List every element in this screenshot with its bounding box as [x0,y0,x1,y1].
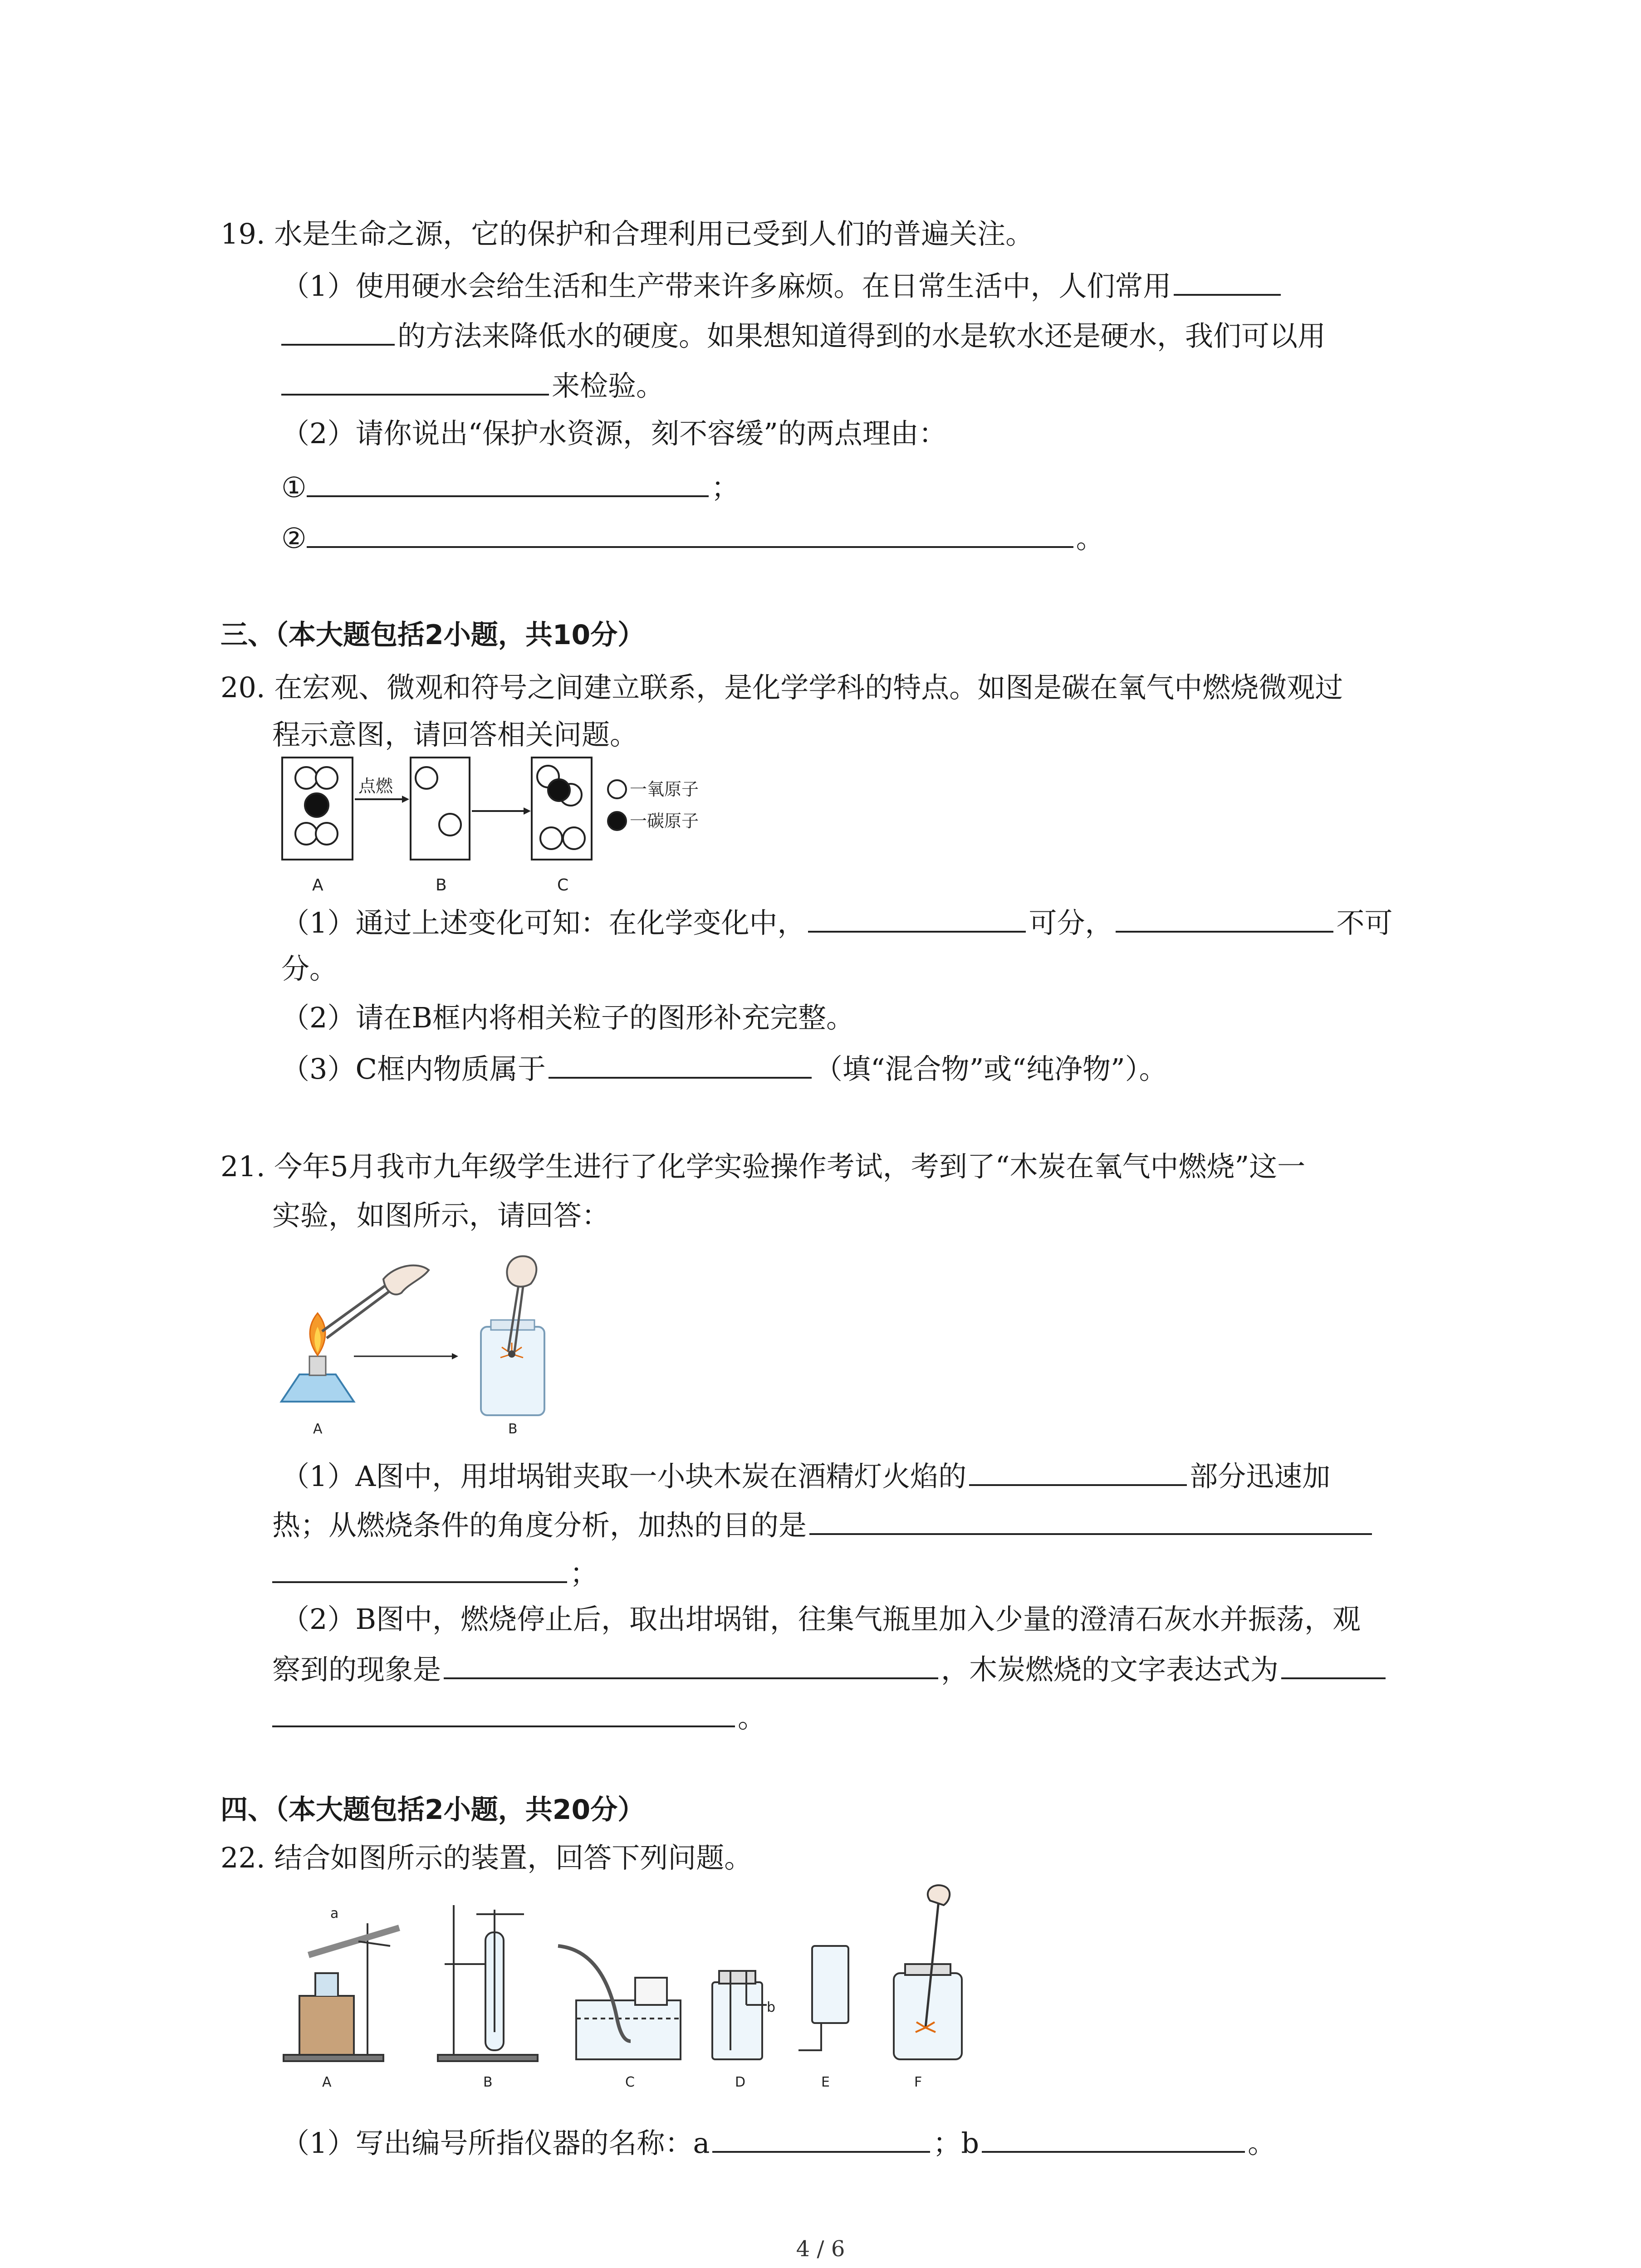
q19-title: 19. 水是生命之源，它的保护和合理利用已受到人们的普遍关注。 [220,217,1034,250]
oxygen-atom [416,767,437,789]
q21-blank-4[interactable] [1281,1649,1386,1679]
label-a: A [313,1421,323,1437]
q22-part1 [281,2123,1276,2161]
q19-part1-line2 [281,316,1326,354]
legend-carbon: 一碳原子 [630,811,699,831]
q21-part2-text-c: ，木炭燃烧的文字表达式为 [941,1653,1279,1686]
legend-oxygen-icon [608,780,626,798]
q21-part2-text-b: 察到的现象是 [272,1653,441,1686]
label-b: B [436,876,447,894]
q22-blank-a[interactable] [712,2123,930,2153]
q20-part3-text-a: （3）C框内物质属于 [281,1052,546,1085]
hand-a [383,1266,429,1295]
mark-b: b [767,1999,776,2015]
label-b: B [483,2074,493,2090]
label-a: A [312,876,323,894]
q21-blank-4-cont[interactable] [272,1697,735,1727]
arrow-head [402,796,409,803]
q21-part1-text-b: 部分迅速加 [1190,1460,1331,1493]
q21-part1-line2 [272,1505,1375,1544]
q21-title-line2: 实验，如图所示，请回答： [272,1199,610,1232]
q21-part2-line3 [272,1697,766,1736]
q19-part1-text-a: （1）使用硬水会给生活和生产带来许多麻烦。在日常生活中，人们常用 [281,269,1171,303]
q19-reason-2 [281,518,1104,557]
q20-micro-diagram [277,753,776,898]
q20-part1-text-a: （1）通过上述变化可知：在化学变化中， [281,906,806,939]
oxygen-atom [540,827,562,849]
q20-part2: （2）请在B框内将相关粒子的图形补充完整。 [281,1001,855,1034]
q20-blank-1[interactable] [808,903,1026,933]
q19-blank-1[interactable] [1174,266,1281,296]
q22-apparatus-figure [277,1882,1003,2109]
label-e: E [821,2074,830,2090]
label-f: F [914,2074,922,2090]
q20-part3-text-b: （填“混合物”或“纯净物”）。 [814,1052,1167,1085]
q20-title-line1: 20. 在宏观、微观和符号之间建立联系，是化学学科的特点。如图是碳在氧气中燃烧微观过 [220,671,1343,704]
apparatus-a [284,1906,399,2061]
q21-part1-line3 [272,1553,598,1592]
q19-part1-text-b: 的方法来降低水的硬度。如果想知道得到的水是软水还是硬水，我们可以用 [397,319,1326,352]
q21-part1-text-c: 热；从燃烧条件的角度分析，加热的目的是 [272,1509,807,1542]
q22-title: 22. 结合如图所示的装置，回答下列问题。 [220,1841,753,1874]
apparatus-f [894,1885,962,2059]
q19-part1-line1 [281,266,1283,304]
q22-part1-text-a: （1）写出编号所指仪器的名称：a [281,2126,710,2160]
section-4-heading: 四、（本大题包括2小题，共20分） [220,1794,645,1826]
q21-part1-text-d: ； [570,1557,598,1590]
gas-collecting-bottle [481,1320,544,1415]
q21-part2-text-d: 。 [738,1701,766,1734]
q21-blank-2[interactable] [809,1505,1372,1535]
label-d: D [735,2074,746,2090]
arrow-label: 点燃 [358,776,393,796]
crucible-tongs-a [322,1284,391,1338]
q22-blank-b[interactable] [982,2123,1245,2153]
q22-part1-text-b: ；b [933,2126,980,2160]
oxygen-atom [316,823,338,845]
q20-part3 [281,1049,1167,1087]
process-arrow-head [452,1353,458,1359]
q21-title-line1: 21. 今年5月我市九年级学生进行了化学实验操作考试，考到了“木炭在氧气中燃烧”这一 [220,1150,1306,1183]
oxygen-atom [316,767,338,789]
q19-reason-1-mark: ① [281,471,307,504]
oxygen-atom [295,767,317,789]
oxygen-atom [295,823,317,845]
legend-carbon-icon [608,812,626,830]
q19-reason-1-end: ； [711,471,740,504]
section-3-heading: 三、（本大题包括2小题，共10分） [220,619,645,651]
q21-part1-text-a: （1）A图中，用坩埚钳夹取一小块木炭在酒精灯火焰的 [281,1460,967,1493]
q19-blank-reason-1[interactable] [307,467,709,497]
label-a: A [322,2074,332,2090]
label-c: C [557,876,569,894]
q19-part1-text-c: 来检验。 [552,369,665,402]
q21-blank-1[interactable] [969,1456,1187,1486]
oxygen-atom [563,827,585,849]
q20-blank-3[interactable] [549,1049,812,1079]
q20-title-line2: 程示意图，请回答相关问题。 [272,718,638,751]
mark-a: a [330,1906,339,1921]
q19-part1-line3 [281,366,664,404]
oxygen-atom [439,814,461,836]
q19-reason-2-end: 。 [1076,522,1104,555]
label-c: C [625,2074,635,2090]
apparatus-c [558,1946,681,2059]
q20-part1-text-b: 可分， [1029,906,1113,939]
q19-part2: （2）请你说出“保护水资源，刻不容缓”的两点理由： [281,417,947,450]
q22-part1-text-c: 。 [1248,2126,1276,2160]
carbon-atom [548,779,570,801]
q19-reason-1 [281,467,740,506]
q20-part1-line2: 分。 [281,952,338,985]
page-number: 4 / 6 [796,2236,845,2262]
q21-part2-line2 [272,1649,1388,1688]
hand-b [507,1256,536,1286]
q19-blank-2[interactable] [281,366,549,396]
legend-oxygen: 一氧原子 [630,779,699,799]
apparatus-b [438,1905,538,2061]
q20-blank-2[interactable] [1116,903,1333,933]
q21-blank-2-cont[interactable] [272,1553,567,1583]
label-b: B [508,1421,518,1437]
apparatus-d [712,1971,775,2059]
q19-reason-2-mark: ② [281,522,307,555]
arrow-head-2 [524,807,531,815]
carbon-atom [305,793,328,817]
q21-part2-line1: （2）B图中，燃烧停止后，取出坩埚钳，往集气瓶里加入少量的澄清石灰水并振荡，观 [281,1603,1361,1636]
q20-part1-line1 [281,903,1392,941]
q20-part1-text-c: 不可 [1336,906,1393,939]
apparatus-e [798,1946,848,2050]
q21-blank-3[interactable] [444,1649,938,1679]
q19-blank-reason-2[interactable] [307,518,1073,548]
q21-part1-line1 [281,1456,1330,1495]
q19-blank-1-cont[interactable] [281,316,395,346]
q21-charcoal-figure [272,1252,590,1442]
